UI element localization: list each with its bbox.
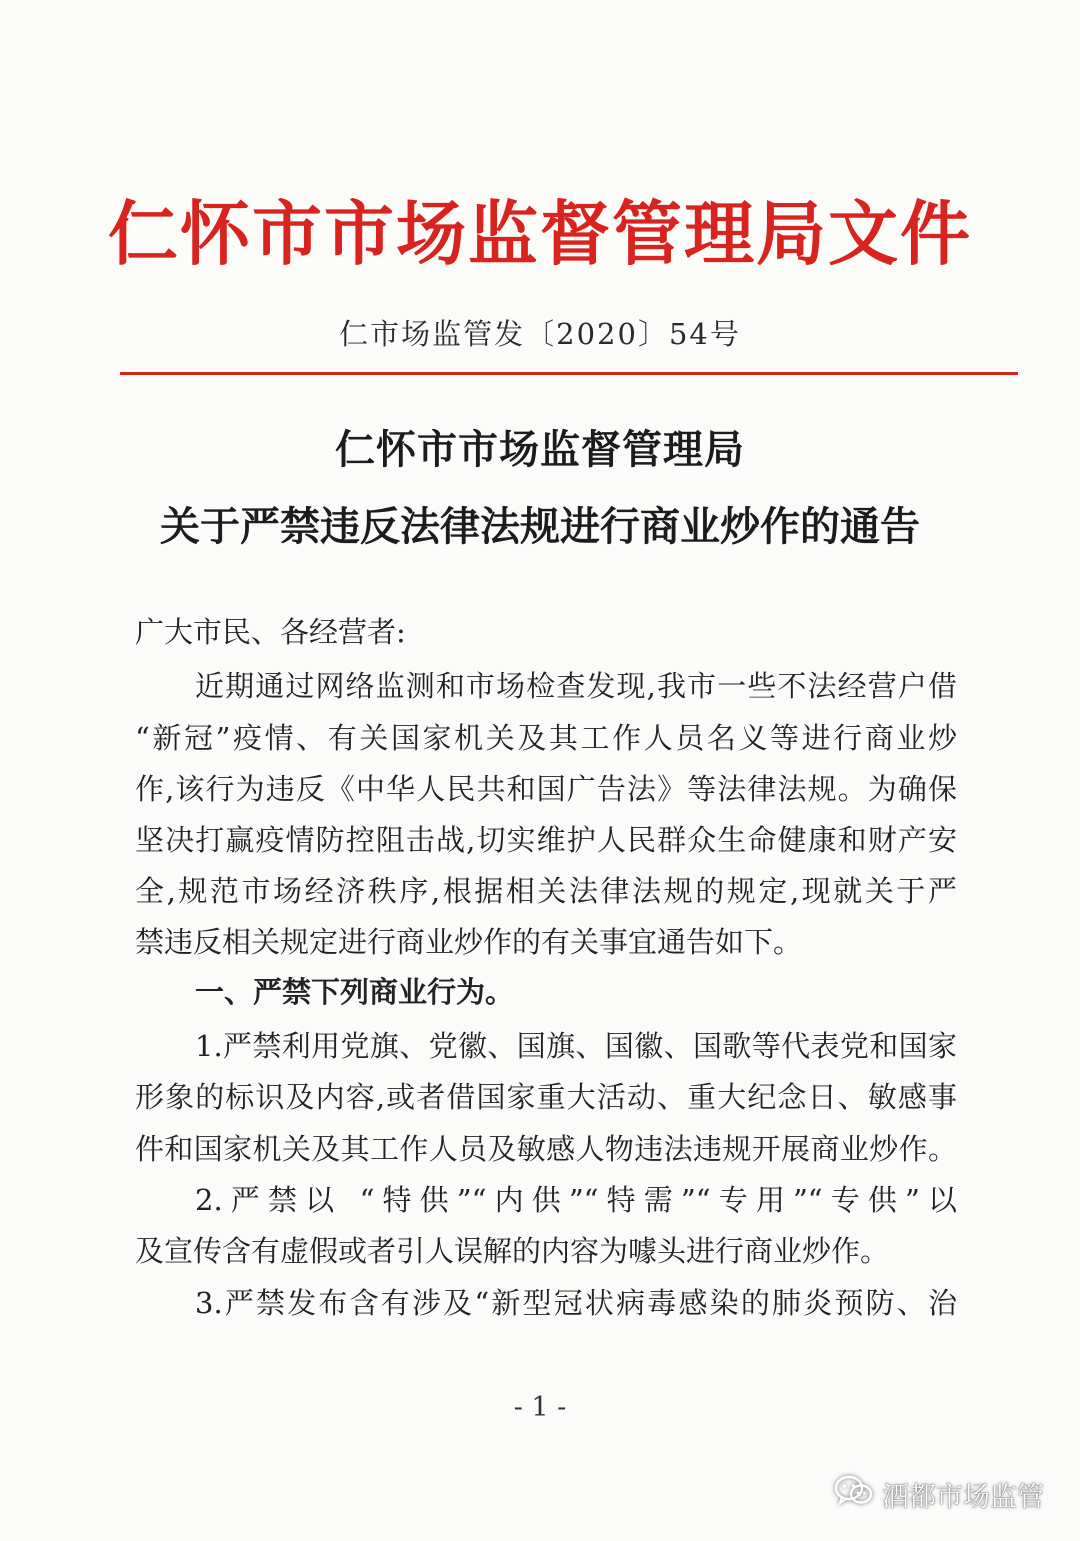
body-line: “新冠”疫情、有关国家机关及其工作人员名义等进行商业炒 (135, 721, 957, 755)
wechat-icon (834, 1474, 874, 1515)
body-line: 坚决打赢疫情防控阻击战,切实维护人民群众生命健康和财产安 (135, 823, 957, 857)
body-line: 作,该行为违反《中华人民共和国广告法》等法律法规。为确保 (135, 772, 957, 806)
watermark-text: 酒都市场监管 (882, 1481, 1044, 1513)
section-heading: 一、严禁下列商业行为。 (195, 975, 515, 1009)
body-line: 禁违反相关规定进行商业炒作的有关事宜通告如下。 (135, 925, 803, 959)
document-masthead: 仁怀市市场监督管理局文件 (108, 192, 972, 275)
notice-title-line-2: 关于严禁违反法律法规进行商业炒作的通告 (160, 503, 920, 550)
body-line: 形象的标识及内容,或者借国家重大活动、重大纪念日、敏感事 (135, 1080, 957, 1114)
body-line: 全,规范市场经济秩序,根据相关法律法规的规定,现就关于严 (135, 874, 957, 908)
body-line: 近期通过网络监测和市场检查发现,我市一些不法经营户借 (195, 669, 957, 703)
body-line: 3.严禁发布含有涉及“新型冠状病毒感染的肺炎预防、治 (195, 1286, 957, 1320)
body-line: 件和国家机关及其工作人员及敏感人物违法违规开展商业炒作。 (135, 1132, 957, 1166)
document-number: 仁市场监管发〔2020〕54号 (339, 317, 741, 351)
body-line: 1.严禁利用党旗、党徽、国旗、国徽、国歌等代表党和国家 (195, 1029, 957, 1063)
notice-title-line-1: 仁怀市市场监督管理局 (335, 426, 745, 473)
wechat-watermark (834, 1471, 1044, 1517)
red-divider (120, 372, 1018, 375)
body-line: 2.严禁以 “特供”“内供”“特需”“专用”“专供”以 (195, 1183, 957, 1217)
salutation: 广大市民、各经营者: (135, 615, 406, 649)
body-line: 及宣传含有虚假或者引人误解的内容为噱头进行商业炒作。 (135, 1234, 890, 1268)
page-number: - 1 - (513, 1392, 567, 1423)
